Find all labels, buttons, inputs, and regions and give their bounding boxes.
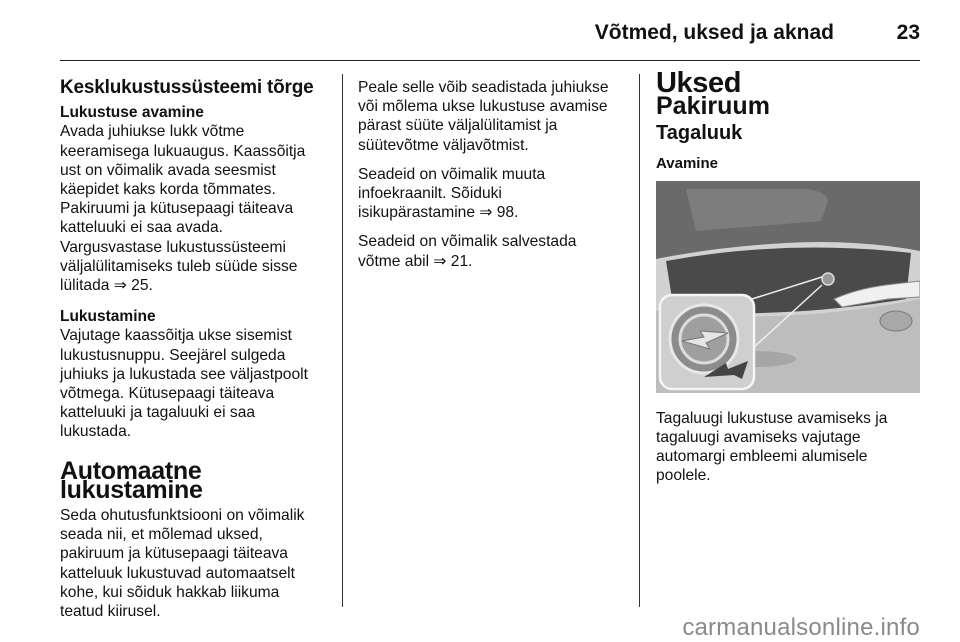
text-line-with-reference: võtme abil ⇒ 21. [358, 252, 473, 270]
text-line: Avada juhiukse lukk võtme [60, 123, 245, 141]
text-line: katteluuki ei saa avada. [60, 219, 223, 237]
text-line-with-reference: lülitada ⇒ 25. [60, 277, 153, 295]
text-line: Peale selle võib seadistada juhiukse [358, 79, 609, 96]
text-line: võtmega. Kütusepaagi täiteava [60, 385, 275, 403]
text-line: juhiuks ja lukustada see väljastpoolt [60, 365, 308, 383]
paragraph-unlock-settings [358, 78, 626, 155]
text-line: Vajutage kaassõitja ukse sisemist [60, 327, 292, 345]
automatic-locking-text [60, 506, 328, 621]
text-line: keeramisega lukuaugus. Kaassõitja [60, 142, 306, 160]
column-divider-2 [639, 74, 640, 607]
heading-opening: Avamine [656, 154, 718, 172]
text-line: katteluuk lukustuvad automaatselt [60, 564, 295, 582]
text-line: käepidet kaks korda tõmmates. [60, 181, 276, 199]
text-line: poolele. [656, 467, 711, 485]
text-line: või mõlema ukse lukustuse avamise [358, 98, 608, 116]
text-line: Tagaluugi lukustuse avamiseks ja [656, 409, 888, 427]
tailgate-emblem-illustration [656, 181, 920, 393]
page-header [60, 18, 920, 61]
column-1 [60, 72, 328, 621]
heading-automatic-locking: Automaatne lukustamine [60, 456, 203, 504]
text-line: automargi embleemi alumisele [656, 448, 868, 466]
text-line: infoekraanilt. Sõiduki [358, 185, 502, 203]
text-line: lukustada. [60, 423, 132, 441]
subheading-locking: Lukustamine [60, 308, 156, 326]
column-divider-1 [342, 74, 343, 607]
text-line-with-reference: isikupärastamine ⇒ 98. [358, 204, 519, 222]
locking-text [60, 326, 328, 441]
heading-tailgate: Tagaluuk [656, 122, 743, 145]
tailgate-caption [656, 409, 920, 486]
text-line: süütevõtme väljavõtmist. [358, 136, 529, 154]
text-line: ust on võimalik avada seesmist [60, 161, 276, 179]
watermark: carmanualsonline.info [682, 614, 920, 641]
text-line: pärast süüte väljalülitamist ja [358, 117, 558, 135]
text-line: Seda ohutusfunktsiooni on võimalik [60, 507, 305, 525]
subheading-unlocking: Lukustuse avamine [60, 104, 204, 122]
text-line: tagaluugi avamiseks vajutage [656, 429, 861, 447]
text-line: Seadeid on võimalik muuta [358, 165, 546, 183]
text-line: Seadeid on võimalik salvestada [358, 233, 577, 251]
text-line: pakiruum ja kütusepaagi täiteava [60, 545, 288, 563]
text-line: väljalülitamiseks tuleb süüde sisse [60, 257, 298, 275]
text-line: Pakiruumi ja kütusepaagi täiteava [60, 200, 294, 218]
heading-central-lock-fault: Kesklukustussüsteemi tõrge [60, 77, 314, 98]
text-line: seada nii, et mõlemad uksed, [60, 526, 263, 544]
column-2 [358, 78, 626, 271]
heading-luggage: Pakiruum [656, 92, 770, 121]
text-line: teatud kiirusel. [60, 603, 161, 621]
paragraph-info-display [358, 165, 626, 223]
heading-doors: Uksed [656, 67, 742, 99]
page-number: 23 [896, 21, 920, 44]
text-line: katteluuki ja tagaluuki ei saa [60, 404, 256, 422]
header-title: Võtmed, uksed ja aknad [594, 21, 834, 44]
paragraph-key-save [358, 232, 626, 270]
column-3 [656, 67, 920, 486]
text-line: Vargusvastase lukustussüsteemi [60, 238, 286, 256]
text-line: lukustusnuppu. Seejärel sulgeda [60, 346, 286, 364]
text-line: kohe, kui sõiduk hakkab liikuma [60, 583, 280, 601]
unlocking-text [60, 122, 328, 295]
